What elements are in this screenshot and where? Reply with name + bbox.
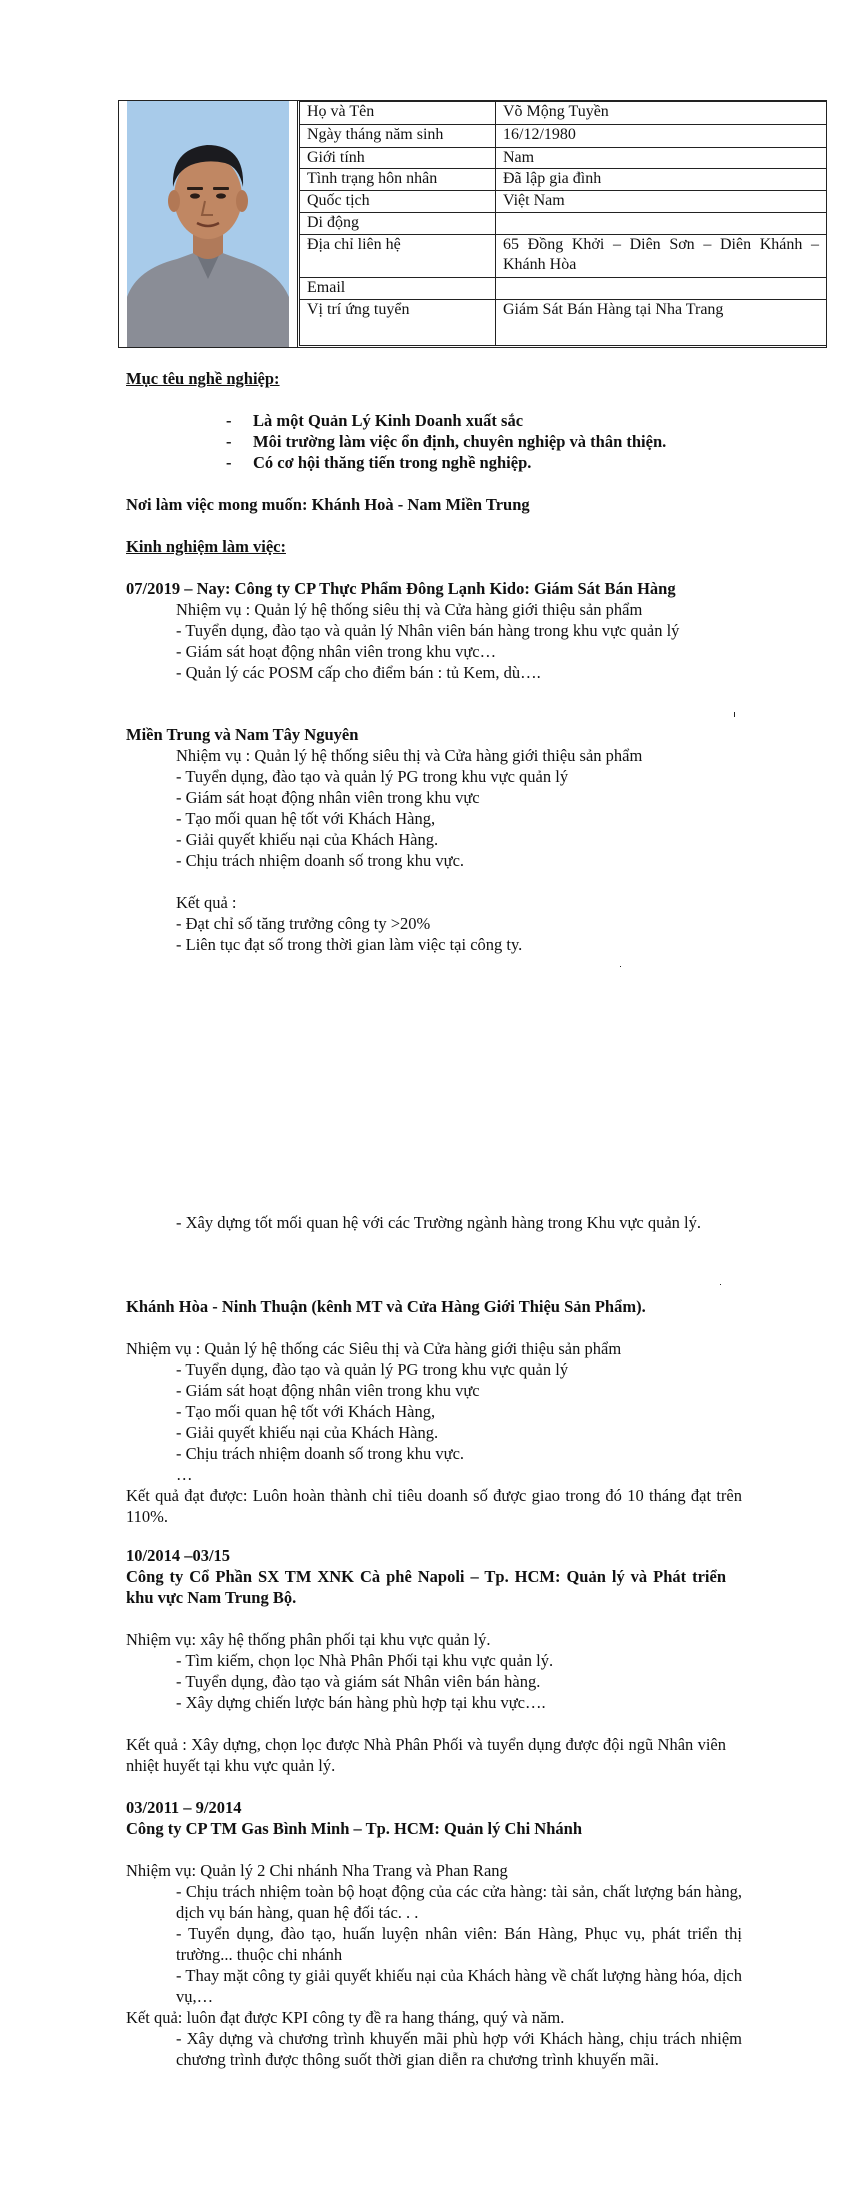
job1-item: - Tuyển dụng, đào tạo và quản lý Nhân viên bán hàng trong khu vực quản lý: [176, 621, 680, 640]
label-name: Họ và Tên: [300, 102, 496, 125]
value-position: Giám Sát Bán Hàng tại Nha Trang: [496, 300, 827, 346]
desired-location: Nơi làm việc mong muốn: Khánh Hoà - Nam Miền Trung: [126, 495, 530, 514]
label-address: Địa chỉ liên hệ: [300, 235, 496, 278]
job4-duty: Nhiệm vụ: xây hệ thống phân phối tại khu vực quản lý.: [126, 1630, 491, 1649]
job2-title: Miền Trung và Nam Tây Nguyên: [126, 725, 359, 744]
job5-item: - Thay mặt công ty giải quyết khiếu nại của Khách hàng về chất lượng hàng hóa, dịch vụ,…: [176, 1966, 742, 2006]
profile-photo: [127, 101, 289, 347]
job2-item: - Tạo mối quan hệ tốt với Khách Hàng,: [176, 809, 436, 828]
profile-info-table: [299, 101, 827, 346]
job2-item: - Giám sát hoạt động nhân viên trong khu vực: [176, 788, 480, 807]
job2-extra: - Xây dựng tốt mối quan hệ với các Trường ngành hàng trong Khu vực quản lý.: [176, 1213, 701, 1232]
label-mobile: Di động: [300, 213, 496, 235]
value-mobile: [496, 213, 827, 235]
label-marital: Tình trạng hôn nhân: [300, 169, 496, 191]
job5-result: Kết quả: luôn đạt được KPI công ty đề ra hang tháng, quý và năm.: [126, 2008, 565, 2027]
job1-title: 07/2019 – Nay: Công ty CP Thực Phẩm Đông Lạnh Kido: Giám Sát Bán Hàng: [126, 579, 676, 598]
job4-item: - Xây dựng chiến lược bán hàng phù hợp tại khu vực….: [176, 1693, 546, 1712]
job2-item: - Chịu trách nhiệm doanh số trong khu vực.: [176, 851, 465, 870]
stray-mark: [620, 966, 621, 967]
job1-item: - Quản lý các POSM cấp cho điểm bán : tủ Kem, dù….: [176, 663, 541, 682]
portrait-image: [127, 101, 289, 347]
value-address: 65 Đồng Khởi – Diên Sơn – Diên Khánh – Khánh Hòa: [496, 235, 827, 278]
experience-heading: Kinh nghiệm làm việc:: [126, 537, 286, 556]
objective-heading: Mục têu nghề nghiệp:: [126, 369, 280, 388]
job3-item: - Tạo mối quan hệ tốt với Khách Hàng,: [176, 1402, 436, 1421]
job3-title: Khánh Hòa - Ninh Thuận (kênh MT và Cửa Hàng Giới Thiệu Sản Phẩm).: [126, 1297, 646, 1316]
job2-result: - Liên tục đạt số trong thời gian làm việc tại công ty.: [176, 935, 523, 954]
job5-period: 03/2011 – 9/2014: [126, 1798, 242, 1817]
job2-result: - Đạt chỉ số tăng trưởng công ty >20%: [176, 914, 431, 933]
job3-duty: Nhiệm vụ : Quản lý hệ thống các Siêu thị và Cửa hàng giới thiệu sản phẩm: [126, 1339, 622, 1358]
label-nationality: Quốc tịch: [300, 191, 496, 213]
job1-duty: Nhiệm vụ : Quản lý hệ thống siêu thị và Cửa hàng giới thiệu sản phẩm: [176, 600, 643, 619]
job4-item: - Tuyển dụng, đào tạo và giám sát Nhân viên bán hàng.: [176, 1672, 541, 1691]
value-nationality: Việt Nam: [496, 191, 827, 213]
objective-bullet: - Môi trường làm việc ổn định, chuyên nghiệp và thân thiện.: [226, 432, 667, 451]
job5-item: - Chịu trách nhiệm toàn bộ hoạt động của các cửa hàng: tài sản, chất lượng bán hàng, dịch vụ bán hàng, quan hệ đối tác. . .: [176, 1882, 742, 1922]
value-name: Võ Mộng Tuyền: [496, 102, 827, 125]
job3-item: - Giải quyết khiếu nại của Khách Hàng.: [176, 1423, 439, 1442]
table-divider: [297, 101, 298, 347]
job4-period: 10/2014 –03/15: [126, 1546, 231, 1565]
label-gender: Giới tính: [300, 148, 496, 169]
job4-result: Kết quả : Xây dựng, chọn lọc được Nhà Phân Phối và tuyển dụng được đội ngũ Nhân viên nhiệt huyết tại khu vực quản lý.: [126, 1735, 726, 1775]
stray-mark: [720, 1284, 721, 1285]
value-marital: Đã lập gia đình: [496, 169, 827, 191]
job2-item: - Tuyển dụng, đào tạo và quản lý PG trong khu vực quản lý: [176, 767, 569, 786]
job4-title: Công ty Cổ Phần SX TM XNK Cà phê Napoli – Tp. HCM: Quản lý và Phát triển khu vực Nam Trung Bộ.: [126, 1567, 726, 1607]
job2-result-label: Kết quả :: [176, 893, 237, 912]
job2-item: - Giải quyết khiếu nại của Khách Hàng.: [176, 830, 439, 849]
label-position: Vị trí ứng tuyển: [300, 300, 496, 346]
job3-item: …: [176, 1465, 193, 1484]
job3-item: - Giám sát hoạt động nhân viên trong khu vực: [176, 1381, 480, 1400]
job3-result: Kết quả đạt được: Luôn hoàn thành chỉ tiêu doanh số được giao trong đó 10 tháng đạt trên 110%.: [126, 1486, 742, 1526]
job2-duty: Nhiệm vụ : Quản lý hệ thống siêu thị và Cửa hàng giới thiệu sản phẩm: [176, 746, 643, 765]
objective-bullet: - Là một Quản Lý Kinh Doanh xuất sắc: [226, 411, 524, 430]
job5-title: Công ty CP TM Gas Bình Minh – Tp. HCM: Quản lý Chi Nhánh: [126, 1819, 583, 1838]
job5-item: - Tuyển dụng, đào tạo, huấn luyện nhân viên: Bán Hàng, Phục vụ, phát triển thị trường... thuộc chi nhánh: [176, 1924, 742, 1964]
job4-item: - Tìm kiếm, chọn lọc Nhà Phân Phối tại khu vực quản lý.: [176, 1651, 554, 1670]
job5-duty: Nhiệm vụ: Quản lý 2 Chi nhánh Nha Trang và Phan Rang: [126, 1861, 508, 1880]
objective-bullet: - Có cơ hội thăng tiến trong nghề nghiệp.: [226, 453, 532, 472]
job1-item: - Giám sát hoạt động nhân viên trong khu vực…: [176, 642, 497, 661]
value-dob: 16/12/1980: [496, 125, 827, 148]
label-email: Email: [300, 278, 496, 300]
stray-mark: [734, 712, 735, 717]
job3-item: - Chịu trách nhiệm doanh số trong khu vực.: [176, 1444, 465, 1463]
label-dob: Ngày tháng năm sinh: [300, 125, 496, 148]
value-email: [496, 278, 827, 300]
job3-item: - Tuyển dụng, đào tạo và quản lý PG trong khu vực quản lý: [176, 1360, 569, 1379]
profile-table: [118, 100, 827, 348]
value-gender: Nam: [496, 148, 827, 169]
job5-result-item: - Xây dựng và chương trình khuyến mãi phù hợp với Khách hàng, chịu trách nhiệm chương trình được thông suốt thời gian diễn ra chương trình khuyến mãi.: [176, 2029, 742, 2069]
